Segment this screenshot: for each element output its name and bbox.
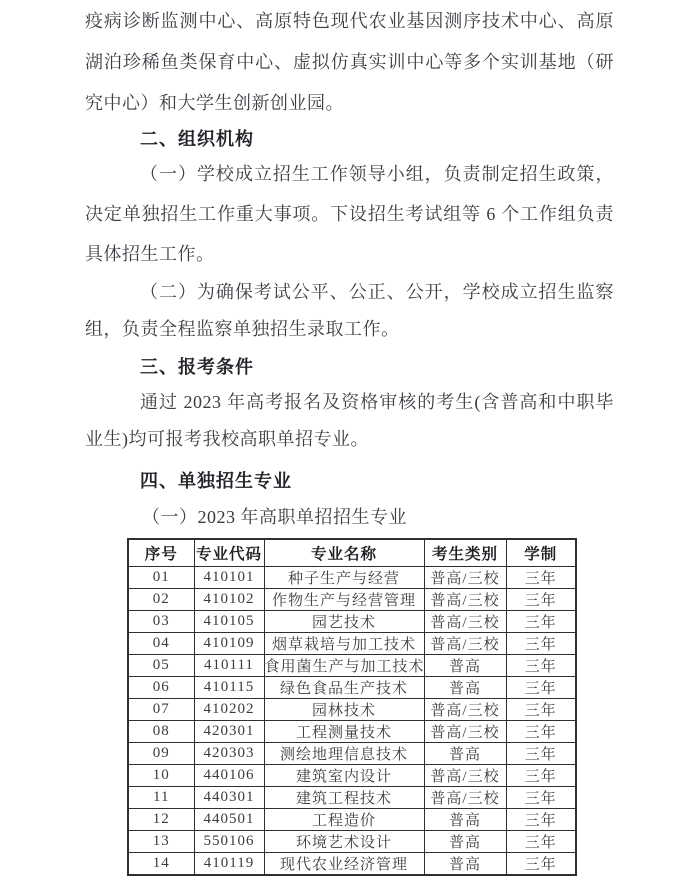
cell-major-code: 410101 [194,567,264,589]
cell-major-name: 测绘地理信息技术 [264,743,424,765]
cell-duration: 三年 [506,633,576,655]
cell-candidate-type: 普高/三校 [424,699,506,721]
cell-index: 13 [128,831,194,853]
column-header-index: 序号 [128,539,194,567]
cell-index: 01 [128,567,194,589]
cell-duration: 三年 [506,831,576,853]
table-row [128,809,576,831]
cell-candidate-type: 普高 [424,831,506,853]
paragraph-supervision-group: （二）为确保考试公平、公正、公开，学校成立招生监察组，负责全程监察单独招生录取工作。 [85,282,614,339]
column-header-major-name: 专业名称 [264,539,424,567]
cell-candidate-type: 普高 [424,655,506,677]
table-row [128,699,576,721]
column-header-major-code: 专业代码 [194,539,264,567]
cell-index: 11 [128,787,194,809]
cell-major-code: 440301 [194,787,264,809]
cell-major-name: 园艺技术 [264,611,424,633]
cell-major-name: 种子生产与经营 [264,567,424,589]
cell-major-code: 410111 [194,655,264,677]
cell-major-name: 建筑工程技术 [264,787,424,809]
cell-major-code: 440106 [194,765,264,787]
cell-major-name: 工程造价 [264,809,424,831]
cell-index: 07 [128,699,194,721]
cell-major-code: 410202 [194,699,264,721]
section-heading-organization: 二、组织机构 [140,129,254,149]
table-row [128,787,576,809]
table-header-row [128,539,576,567]
cell-index: 03 [128,611,194,633]
cell-major-code: 410102 [194,589,264,611]
cell-candidate-type: 普高/三校 [424,589,506,611]
cell-index: 06 [128,677,194,699]
cell-major-code: 410115 [194,677,264,699]
majors-table [127,538,577,876]
cell-major-name: 作物生产与经营管理 [264,589,424,611]
table-row [128,633,576,655]
table-row [128,589,576,611]
cell-major-code: 550106 [194,831,264,853]
column-header-candidate-type: 考生类别 [424,539,506,567]
cell-major-name: 现代农业经济管理 [264,853,424,876]
cell-duration: 三年 [506,809,576,831]
cell-index: 02 [128,589,194,611]
cell-candidate-type: 普高/三校 [424,765,506,787]
cell-duration: 三年 [506,677,576,699]
table-caption: （一）2023 年高职单招招生专业 [142,507,407,527]
table-row [128,611,576,633]
table-row [128,721,576,743]
cell-major-name: 园林技术 [264,699,424,721]
cell-duration: 三年 [506,743,576,765]
cell-major-name: 建筑室内设计 [264,765,424,787]
table-row [128,765,576,787]
intro-paragraph: 疫病诊断监测中心、高原特色现代农业基因测序技术中心、高原湖泊珍稀鱼类保育中心、虚拟仿真实训中心等多个实训基地（研究中心）和大学生创新创业园。 [85,11,614,113]
cell-candidate-type: 普高/三校 [424,721,506,743]
cell-duration: 三年 [506,787,576,809]
cell-major-name: 烟草栽培与加工技术 [264,633,424,655]
section-heading-majors: 四、单独招生专业 [140,471,292,491]
cell-candidate-type: 普高 [424,853,506,876]
cell-duration: 三年 [506,721,576,743]
cell-candidate-type: 普高/三校 [424,567,506,589]
cell-major-code: 420303 [194,743,264,765]
cell-index: 10 [128,765,194,787]
table-row [128,655,576,677]
cell-major-code: 410119 [194,853,264,876]
cell-candidate-type: 普高 [424,677,506,699]
cell-major-name: 环境艺术设计 [264,831,424,853]
cell-candidate-type: 普高/三校 [424,787,506,809]
cell-major-code: 410105 [194,611,264,633]
cell-index: 09 [128,743,194,765]
cell-major-code: 410109 [194,633,264,655]
cell-index: 04 [128,633,194,655]
column-header-duration: 学制 [506,539,576,567]
table-row [128,853,576,876]
cell-duration: 三年 [506,765,576,787]
cell-index: 14 [128,853,194,876]
section-heading-eligibility: 三、报考条件 [140,357,254,377]
paragraph-leading-group: （一）学校成立招生工作领导小组，负责制定招生政策，决定单独招生工作重大事项。下设招生考试组等 6 个工作组负责具体招生工作。 [85,164,614,264]
paragraph-eligibility: 通过 2023 年高考报名及资格审核的考生(含普高和中职毕业生)均可报考我校高职单招专业。 [85,392,614,449]
table-row [128,831,576,853]
cell-duration: 三年 [506,699,576,721]
table-row [128,677,576,699]
cell-major-code: 440501 [194,809,264,831]
table-row [128,567,576,589]
cell-major-name: 食用菌生产与加工技术 [264,655,424,677]
cell-index: 08 [128,721,194,743]
cell-duration: 三年 [506,567,576,589]
cell-major-name: 绿色食品生产技术 [264,677,424,699]
cell-duration: 三年 [506,655,576,677]
cell-duration: 三年 [506,589,576,611]
cell-candidate-type: 普高/三校 [424,633,506,655]
cell-major-name: 工程测量技术 [264,721,424,743]
cell-duration: 三年 [506,853,576,876]
cell-candidate-type: 普高/三校 [424,611,506,633]
cell-index: 05 [128,655,194,677]
cell-candidate-type: 普高 [424,809,506,831]
cell-candidate-type: 普高 [424,743,506,765]
cell-index: 12 [128,809,194,831]
table-row [128,743,576,765]
cell-major-code: 420301 [194,721,264,743]
cell-duration: 三年 [506,611,576,633]
